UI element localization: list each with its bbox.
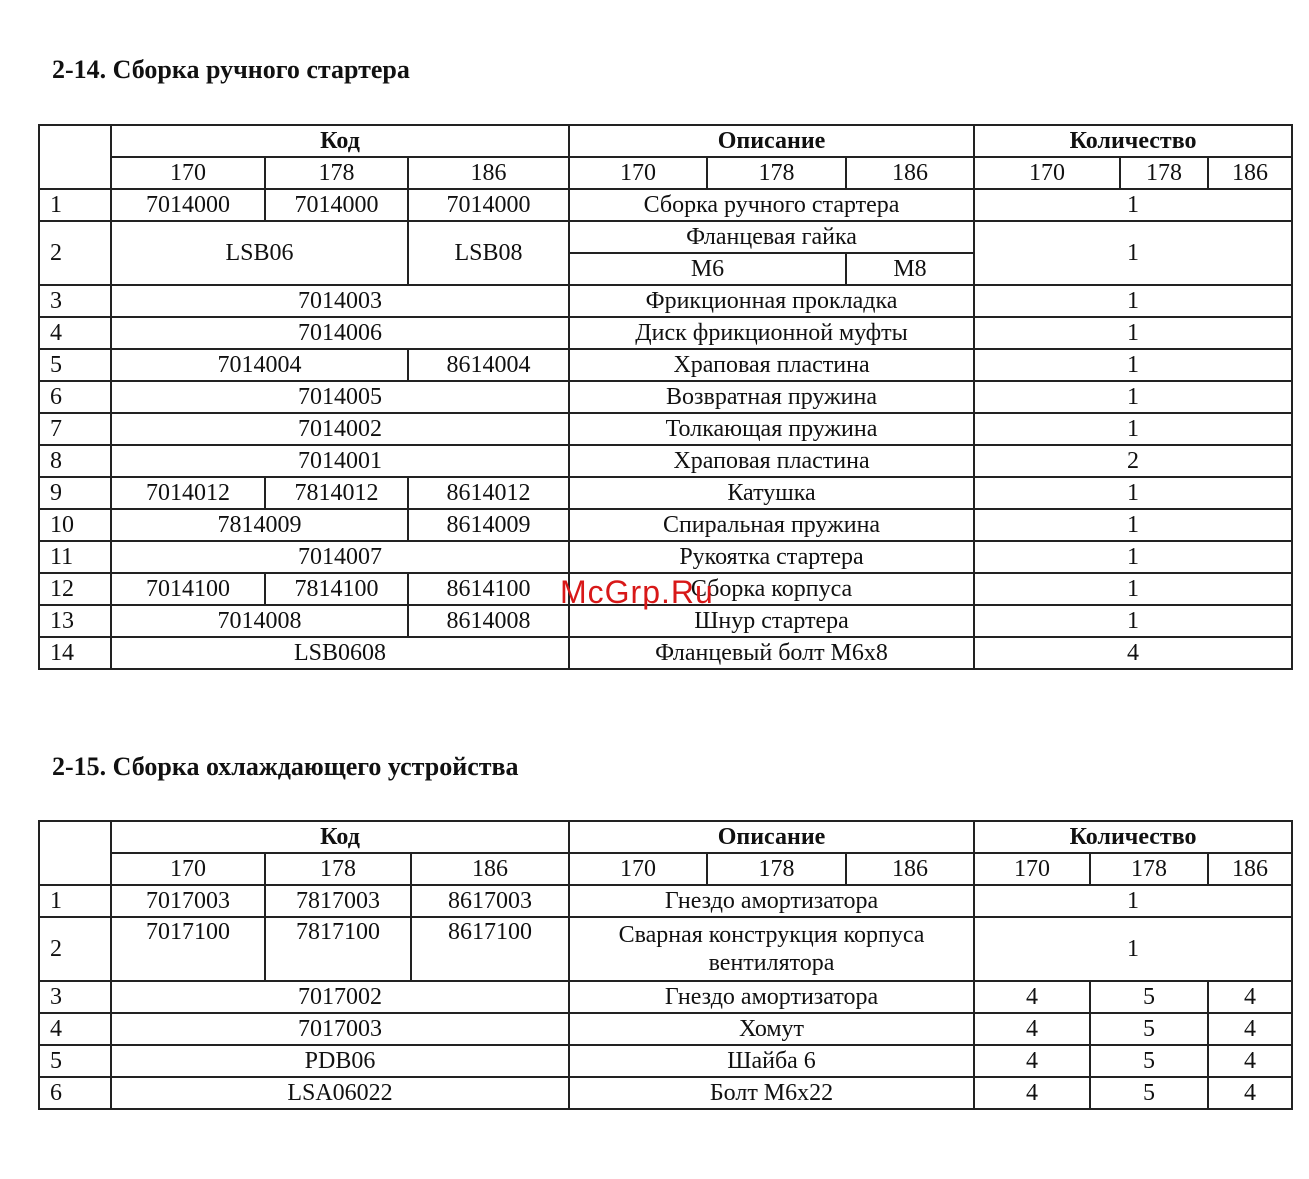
code-170: 7017003	[111, 885, 265, 917]
table-row	[39, 637, 1292, 669]
model-label: 178	[1120, 157, 1208, 189]
code: LSA06022	[111, 1077, 569, 1109]
quantity-186: 4	[1208, 1077, 1292, 1109]
table-row	[39, 349, 1292, 381]
table-row	[39, 1013, 1292, 1045]
row-number: 5	[39, 349, 111, 381]
code: 7017002	[111, 981, 569, 1013]
code: PDB06	[111, 1045, 569, 1077]
description: Гнездо амортизатора	[569, 981, 974, 1013]
quantity: 1	[974, 221, 1292, 285]
model-label: 170	[569, 853, 707, 885]
code: 7014001	[111, 445, 569, 477]
code-186: 8617003	[411, 885, 569, 917]
quantity-186: 4	[1208, 981, 1292, 1013]
table-row	[39, 381, 1292, 413]
code: LSB0608	[111, 637, 569, 669]
table-row	[39, 981, 1292, 1013]
quantity-header: Количество	[974, 821, 1292, 853]
description: Возвратная пружина	[569, 381, 974, 413]
model-label: 170	[974, 157, 1120, 189]
model-label: 186	[411, 853, 569, 885]
description: Сборка корпуса	[569, 573, 974, 605]
quantity: 4	[974, 637, 1292, 669]
table-row	[39, 917, 1292, 981]
row-number: 8	[39, 445, 111, 477]
row-number: 3	[39, 285, 111, 317]
quantity-header: Количество	[974, 125, 1292, 157]
code-186: 8614012	[408, 477, 569, 509]
quantity: 1	[974, 509, 1292, 541]
quantity-170: 4	[974, 981, 1090, 1013]
description-header: Описание	[569, 125, 974, 157]
table-row	[39, 413, 1292, 445]
code-186: 8614008	[408, 605, 569, 637]
row-number: 5	[39, 1045, 111, 1077]
row-number-header	[39, 125, 111, 189]
code-186: 8614009	[408, 509, 569, 541]
code-186: 7014000	[408, 189, 569, 221]
description: Болт M6x22	[569, 1077, 974, 1109]
code-186: 8614100	[408, 573, 569, 605]
code: 7017003	[111, 1013, 569, 1045]
quantity: 1	[974, 573, 1292, 605]
code: 7014007	[111, 541, 569, 573]
model-label: 170	[569, 157, 707, 189]
quantity-170: 4	[974, 1077, 1090, 1109]
code: 7014003	[111, 285, 569, 317]
table-row	[39, 1045, 1292, 1077]
quantity: 1	[974, 917, 1292, 981]
quantity-178: 5	[1090, 1077, 1208, 1109]
row-number: 7	[39, 413, 111, 445]
table-row	[39, 885, 1292, 917]
quantity: 1	[974, 477, 1292, 509]
table-row	[39, 445, 1292, 477]
model-label: 170	[974, 853, 1090, 885]
model-label: 178	[265, 157, 408, 189]
quantity-178: 5	[1090, 1013, 1208, 1045]
description: Храповая пластина	[569, 349, 974, 381]
quantity-186: 4	[1208, 1013, 1292, 1045]
model-label: 186	[846, 853, 974, 885]
model-label: 186	[1208, 853, 1292, 885]
model-label: 178	[707, 853, 846, 885]
row-number: 1	[39, 885, 111, 917]
row-number: 11	[39, 541, 111, 573]
code-178: 7814100	[265, 573, 408, 605]
model-header-row	[39, 157, 1292, 189]
model-label: 186	[1208, 157, 1292, 189]
table-row	[39, 509, 1292, 541]
quantity: 1	[974, 317, 1292, 349]
model-label: 178	[265, 853, 411, 885]
quantity-170: 4	[974, 1045, 1090, 1077]
row-number: 1	[39, 189, 111, 221]
code-186: 8617100	[411, 917, 569, 981]
row-number: 10	[39, 509, 111, 541]
row-number: 4	[39, 1013, 111, 1045]
row-number: 13	[39, 605, 111, 637]
quantity: 1	[974, 381, 1292, 413]
description-variant-a: M6	[569, 253, 846, 285]
description: Сборка ручного стартера	[569, 189, 974, 221]
row-number-header	[39, 821, 111, 885]
code-header: Код	[111, 821, 569, 853]
table-row	[39, 1077, 1292, 1109]
description: Рукоятка стартера	[569, 541, 974, 573]
description: Гнездо амортизатора	[569, 885, 974, 917]
section-title-starter: 2-14. Сборка ручного стартера	[52, 55, 410, 84]
code-178: 7814012	[265, 477, 408, 509]
description-line-1: Сварная конструкция корпуса	[618, 922, 925, 948]
quantity-170: 4	[974, 1013, 1090, 1045]
quantity: 1	[974, 885, 1292, 917]
model-label: 170	[111, 157, 265, 189]
code-170-178: LSB06	[111, 221, 408, 285]
row-number: 2	[39, 221, 111, 285]
code-170-178: 7814009	[111, 509, 408, 541]
description: Фрикционная прокладка	[569, 285, 974, 317]
quantity-186: 4	[1208, 1045, 1292, 1077]
cooling-parts-table	[38, 820, 1293, 1110]
quantity: 1	[974, 189, 1292, 221]
header-row	[39, 821, 1292, 853]
code-178: 7817100	[265, 917, 411, 981]
code-178: 7817003	[265, 885, 411, 917]
quantity-178: 5	[1090, 981, 1208, 1013]
description	[569, 917, 974, 981]
row-number: 9	[39, 477, 111, 509]
row-number: 12	[39, 573, 111, 605]
row-number: 4	[39, 317, 111, 349]
code-170: 7014012	[111, 477, 265, 509]
description: Спиральная пружина	[569, 509, 974, 541]
code-170-178: 7014008	[111, 605, 408, 637]
description: Храповая пластина	[569, 445, 974, 477]
description: Фланцевая гайка	[569, 221, 974, 253]
row-number: 6	[39, 381, 111, 413]
table-row	[39, 317, 1292, 349]
description-line-2: вентилятора	[708, 950, 835, 976]
section-title-cooling: 2-15. Сборка охлаждающего устройства	[52, 752, 519, 781]
row-number: 14	[39, 637, 111, 669]
model-header-row	[39, 853, 1292, 885]
description: Шнур стартера	[569, 605, 974, 637]
row-number: 2	[39, 917, 111, 981]
code-170: 7014100	[111, 573, 265, 605]
quantity: 1	[974, 285, 1292, 317]
code: 7014006	[111, 317, 569, 349]
model-label: 186	[408, 157, 569, 189]
code-header: Код	[111, 125, 569, 157]
quantity: 1	[974, 349, 1292, 381]
code-178: 7014000	[265, 189, 408, 221]
code-170: 7017100	[111, 917, 265, 981]
quantity: 1	[974, 605, 1292, 637]
code-170-178: 7014004	[111, 349, 408, 381]
table-row	[39, 285, 1292, 317]
description: Шайба 6	[569, 1045, 974, 1077]
model-label: 178	[707, 157, 846, 189]
description: Диск фрикционной муфты	[569, 317, 974, 349]
code: 7014002	[111, 413, 569, 445]
code-186: 8614004	[408, 349, 569, 381]
description-header: Описание	[569, 821, 974, 853]
table-row	[39, 541, 1292, 573]
model-label: 170	[111, 853, 265, 885]
quantity: 1	[974, 541, 1292, 573]
table-row	[39, 189, 1292, 221]
quantity-178: 5	[1090, 1045, 1208, 1077]
description: Фланцевый болт M6x8	[569, 637, 974, 669]
code-186: LSB08	[408, 221, 569, 285]
row-number: 3	[39, 981, 111, 1013]
header-row	[39, 125, 1292, 157]
watermark: McGrp.Ru	[560, 574, 714, 610]
table-row	[39, 477, 1292, 509]
model-label: 186	[846, 157, 974, 189]
quantity: 2	[974, 445, 1292, 477]
description-variant-b: M8	[846, 253, 974, 285]
code: 7014005	[111, 381, 569, 413]
description: Катушка	[569, 477, 974, 509]
table-row	[39, 221, 1292, 253]
code-170: 7014000	[111, 189, 265, 221]
description: Толкающая пружина	[569, 413, 974, 445]
row-number: 6	[39, 1077, 111, 1109]
model-label: 178	[1090, 853, 1208, 885]
description: Хомут	[569, 1013, 974, 1045]
quantity: 1	[974, 413, 1292, 445]
